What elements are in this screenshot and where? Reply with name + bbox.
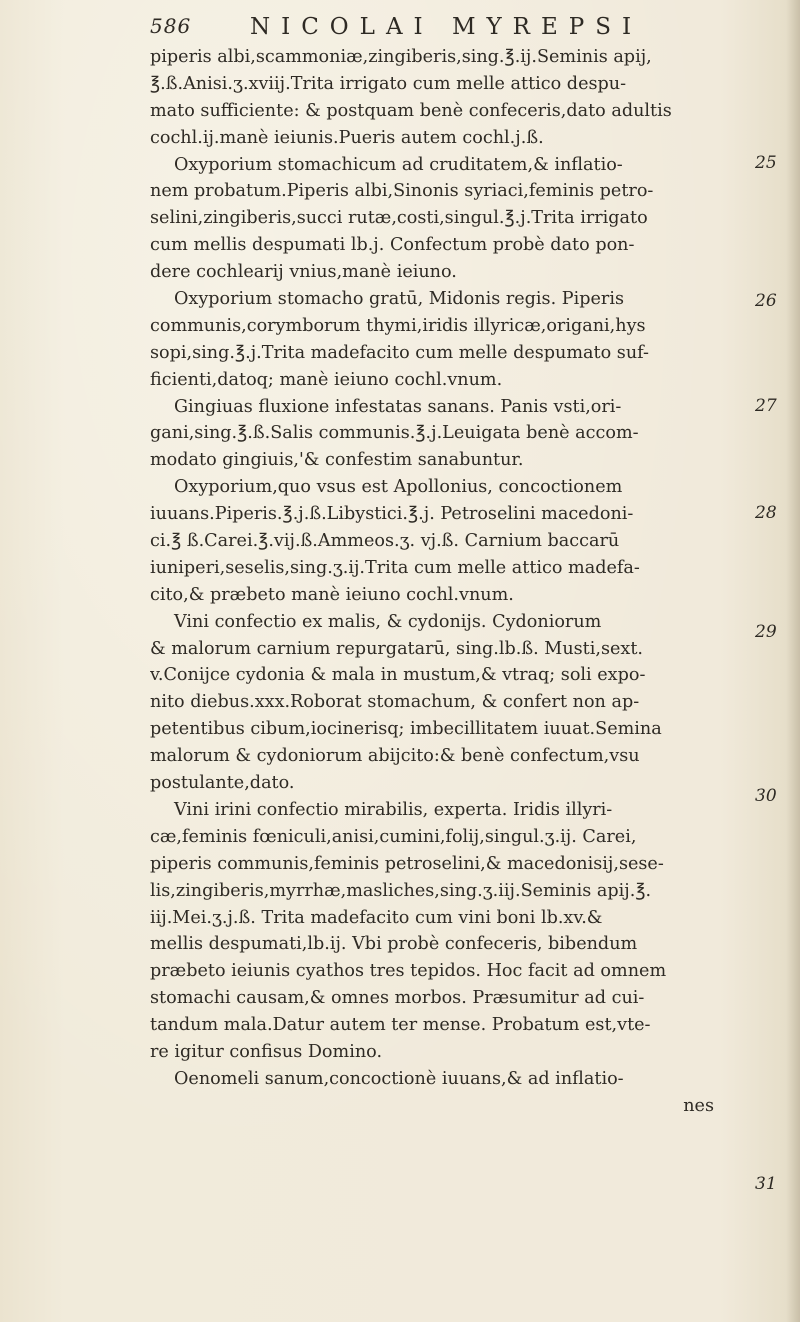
- text-line: petentibus cibum,iocinerisq; imbecillitatem iuuat.Semina: [150, 719, 662, 740]
- page-header: [150, 14, 710, 44]
- text-line: iuniperi,seselis,sing.ʒ.ij.Trita cum melle attico madefa-: [150, 557, 640, 578]
- text-line: mellis despumati,lb.ij. Vbi probè confeceris, bibendum: [150, 934, 638, 955]
- text-line: cito,& præbeto manè ieiuno cochl.vnum.: [150, 584, 514, 605]
- text-line: Gingiuas fluxione infestatas sanans. Panis vsti,ori-: [174, 396, 622, 417]
- text-line: selini,zingiberis,succi rutæ,costi,singul.℥.j.Trita irrigato: [150, 208, 648, 229]
- margin-number-28: 28: [755, 503, 777, 523]
- text-line: cochl.ij.manè ieiunis.Pueris autem cochl.j.ß.: [150, 127, 544, 148]
- text-line: stomachi causam,& omnes morbos. Præsumitur ad cui-: [150, 988, 645, 1009]
- text-line: nem probatum.Piperis albi,Sinonis syriaci,feminis petro-: [150, 181, 654, 202]
- text-line: tandum mala.Datur autem ter mense. Probatum est,vte-: [150, 1015, 651, 1036]
- text-line: præbeto ieiunis cyathos tres tepidos. Hoc facit ad omnem: [150, 961, 667, 982]
- catchword: nes: [683, 1095, 714, 1116]
- text-line: ℥.ß.Anisi.ʒ.xviij.Trita irrigato cum melle attico despu-: [150, 73, 627, 94]
- text-line: cæ,feminis fœniculi,anisi,cumini,folij,singul.ʒ.ij. Carei,: [150, 826, 637, 847]
- margin-number-26: 26: [755, 291, 777, 311]
- text-line: v.Conijce cydonia & mala in mustum,& vtraq; soli expo-: [150, 665, 646, 686]
- page-edge-shadow: [786, 0, 800, 1322]
- margin-number-30: 30: [755, 786, 777, 806]
- text-line: mato sufficiente: & postquam benè confeceris,dato adultis: [150, 100, 672, 121]
- text-line: postulante,dato.: [150, 773, 295, 794]
- body-text: [150, 44, 740, 1120]
- margin-number-29: 29: [755, 622, 777, 642]
- text-line: re igitur confisus Domino.: [150, 1041, 383, 1062]
- text-line: iij.Mei.ʒ.j.ß. Trita madefacito cum vini boni lb.xv.&: [150, 907, 603, 928]
- text-line: dere cochlearij vnius,manè ieiuno.: [150, 262, 457, 283]
- text-line: iuuans.Piperis.℥.j.ß.Libystici.℥.j. Petroselini macedoni-: [150, 504, 634, 525]
- text-line: Oxyporium stomachicum ad cruditatem,& inflatio-: [174, 154, 623, 175]
- page-number: 586: [150, 14, 192, 38]
- text-line: Vini irini confectio mirabilis, experta. Iridis illyri-: [174, 799, 613, 820]
- text-line: piperis albi,scammoniæ,zingiberis,sing.℥.ij.Seminis apij,: [150, 47, 652, 67]
- text-line: Vini confectio ex malis, & cydonijs. Cydoniorum: [174, 611, 602, 632]
- text-line: ci.℥ ß.Carei.℥.vij.ß.Ammeos.ʒ. vj.ß. Carnium baccarū: [150, 531, 620, 552]
- text-line: ficienti,datoq; manè ieiuno cochl.vnum.: [150, 369, 503, 390]
- text-line: sopi,sing.℥.j.Trita madefacito cum melle despumato suf-: [150, 342, 649, 363]
- text-line: gani,sing.℥.ß.Salis communis.℥.j.Leuigata benè accom-: [150, 423, 639, 444]
- text-line: lis,zingiberis,myrrhæ,masliches,sing.ʒ.iij.Seminis apij.℥.: [150, 880, 652, 901]
- text-line: nito diebus.xxx.Roborat stomachum, & confert non ap-: [150, 692, 640, 713]
- text-line: Oxyporium stomacho gratū, Midonis regis. Piperis: [174, 289, 624, 310]
- text-line: & malorum carnium repurgatarū, sing.lb.ß. Musti,sext.: [150, 638, 643, 659]
- margin-number-31: 31: [755, 1174, 777, 1194]
- text-line: Oenomeli sanum,concoctionè iuuans,& ad inflatio-: [174, 1068, 624, 1089]
- text-line: modato gingiuis,'& confestim sanabuntur.: [150, 450, 524, 471]
- text-line: Oxyporium,quo vsus est Apollonius, concoctionem: [174, 477, 623, 498]
- running-title: NICOLAI MYREPSI: [250, 14, 643, 40]
- text-line: communis,corymborum thymi,iridis illyricæ,origani,hys: [150, 315, 646, 336]
- text-line: piperis communis,feminis petroselini,& macedonisij,sese-: [150, 853, 664, 874]
- margin-number-27: 27: [755, 396, 777, 416]
- text-line: cum mellis despumati lb.j. Confectum probè dato pon-: [150, 235, 635, 256]
- text-line: malorum & cydoniorum abijcito:& benè confectum,vsu: [150, 746, 640, 767]
- margin-number-25: 25: [755, 153, 777, 173]
